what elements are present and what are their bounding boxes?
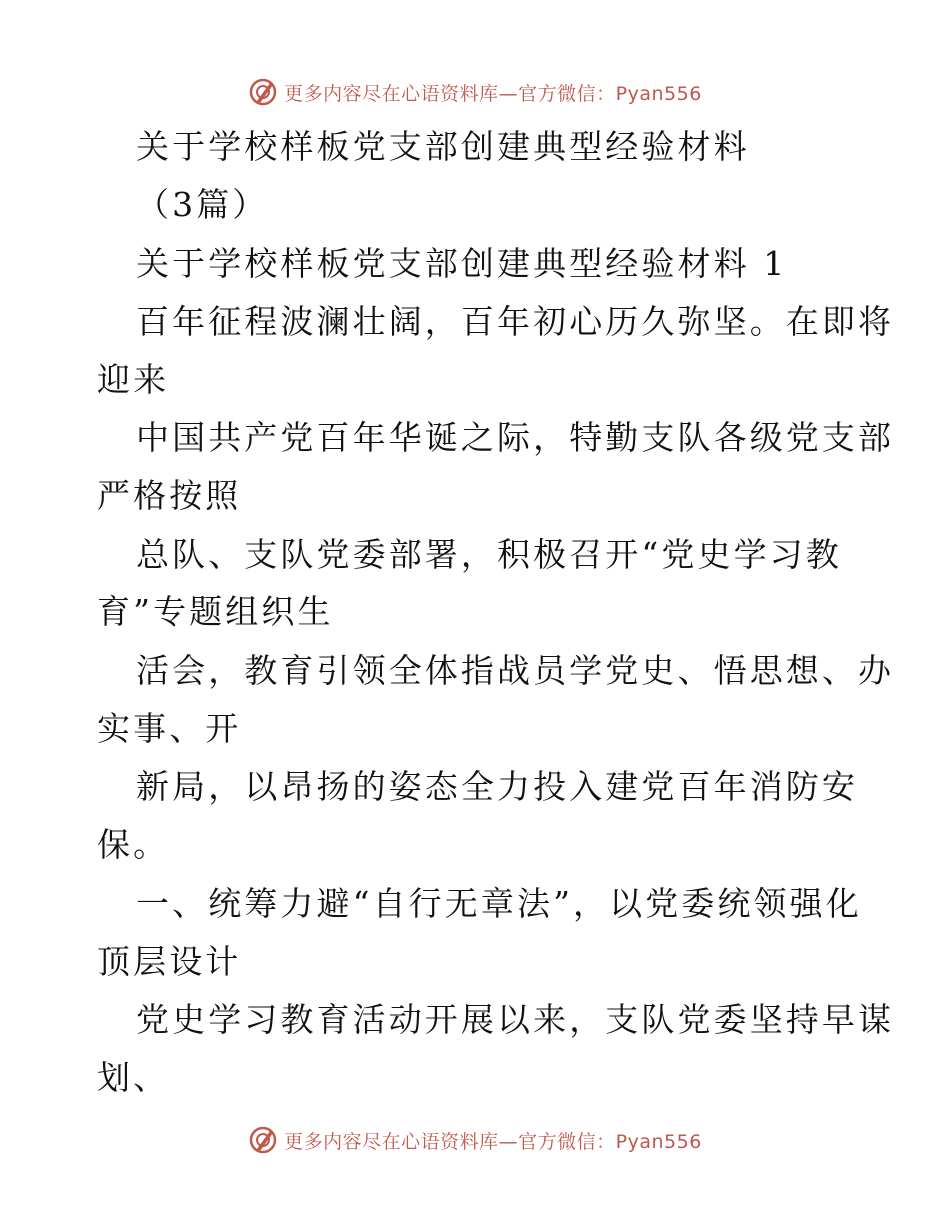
paragraph-line: 严格按照: [97, 476, 242, 515]
document-title-count: （3篇）: [136, 185, 269, 224]
watermark-text: 更多内容尽在心语资料库—官方微信：Pyan556: [284, 1130, 702, 1153]
paragraph-line: 活会，教育引领全体指战员学党史、悟思想、办: [136, 651, 895, 690]
heading-line: 顶层设计: [97, 942, 242, 981]
watermark-text: 更多内容尽在心语资料库—官方微信：Pyan556: [284, 82, 702, 105]
paragraph-line: 实事、开: [97, 709, 242, 748]
document-title: 关于学校样板党支部创建典型经验材料: [136, 127, 750, 166]
paragraph-line: 育”专题组织生: [97, 592, 334, 631]
paragraph-line: 总队、支队党委部署，积极召开“党史学习教: [136, 535, 842, 574]
paragraph-line: 百年征程波澜壮阔，百年初心历久弥坚。在即将: [136, 302, 895, 341]
pen-logo-icon: [248, 1125, 278, 1155]
paragraph-line: 迎来: [97, 360, 170, 399]
section-title: 关于学校样板党支部创建典型经验材料 1: [136, 244, 788, 283]
footer-watermark: [0, 1120, 950, 1160]
paragraph-line: 新局，以昂扬的姿态全力投入建党百年消防安: [136, 767, 858, 806]
paragraph-line: 划、: [97, 1058, 170, 1097]
paragraph-line: 保。: [97, 825, 170, 864]
paragraph-line: 党史学习教育活动开展以来，支队党委坚持早谋: [136, 1000, 895, 1039]
heading-line: 一、统筹力避“自行无章法”，以党委统领强化: [136, 884, 862, 923]
paragraph-line: 中国共产党百年华诞之际，特勤支队各级党支部: [136, 418, 895, 457]
